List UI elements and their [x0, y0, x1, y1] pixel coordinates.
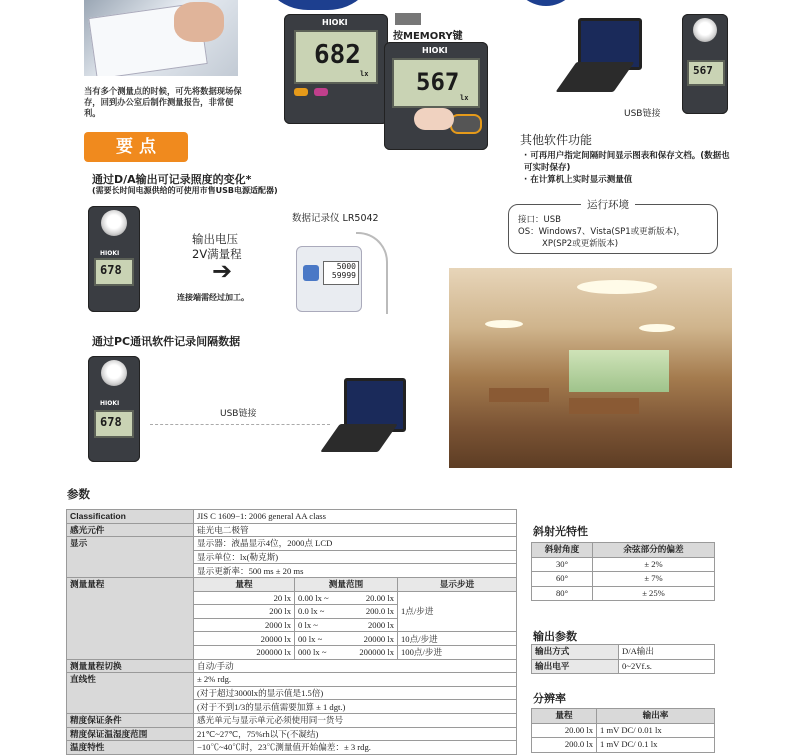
other-software-item: · 可再用户指定间隔时间显示图表和保存文档。(数据也可实时保存)	[524, 151, 730, 173]
usb-line	[150, 424, 330, 425]
pc-title: 通过PC通讯软件记录间隔数据	[92, 335, 241, 348]
oblique-title: 斜射光特性	[533, 525, 588, 538]
lux-meter-da: HIOKI 678	[88, 206, 140, 312]
environment-box: 运行环境 接口：USB OS：Windows7、Vista(SP1或更新版本)， XP(SP2或更新版本)	[508, 204, 718, 254]
lux-meter-right: 567	[682, 14, 728, 114]
decor-arc-left	[258, 0, 378, 10]
lux-meter-display-a: HIOKI 682 lx	[284, 14, 388, 124]
memory-up-triangle	[395, 13, 421, 25]
lux-meter-display-b: HIOKI 567 lx	[384, 42, 488, 150]
arrow-icon: ➔	[212, 257, 233, 285]
spec-label: Classification	[67, 510, 194, 524]
other-software-item: · 在计算机上实时显示测量值	[524, 175, 633, 185]
data-logger: 5000 59999	[296, 246, 362, 312]
da-note: (需要长时间电源供给的可使用市售USB电源适配器)	[92, 186, 278, 195]
params-title: 参数	[67, 487, 90, 501]
memory-button[interactable]	[450, 114, 482, 134]
key-points-label: 要 点	[84, 132, 188, 162]
logger-cable	[356, 232, 388, 314]
connector-note: 连接端需经过加工。	[177, 293, 249, 302]
output-params-table: 输出方式 D/A输出 输出电平 0~2Vf.s.	[531, 644, 715, 674]
resolution-table: 量程 输出率 20.00 lx 1 mV DC/ 0.01 lx 200.0 lx 1 mV DC/ 0.1 lx	[531, 708, 715, 753]
room-photo	[449, 268, 732, 468]
oblique-table: 斜射角度 余弦部分的偏差 30° ± 2% 60° ± 7% 80° ± 25%	[531, 542, 715, 601]
spec-table: Classification JIS C 1609−1: 2006 general AA class 感光元件 硅光电二极管 显示 显示器：液晶显示4位，2000点 LCD 显示单位：lx(勒克斯) 显示更新率：500 ms ± 20 ms 测量量程 量程 测量范围 显示步进 20 lx 0.00 lx ~ 20.00 lx 1点/步进 200 lx 0.0 lx ~ 200.0 lx 2000 lx 0 lx ~ 2000 lx 20000 lx 00 lx ~ 20000 lx 10点/步进 200000 lx 000 lx ~ 200000 lx 100点/步进 测量量程切换 自动/手动 直线性 ± 2% rdg. (对于超过3000lx的显示值是1.5倍) (对于不到1/3的显示值需要加算 ± 1 dgt.) 精度保证条件 感光单元与显示单元必须使用同一货号 精度保证温湿度范围 21℃~27℃，75%rh以下(不凝结) 温度特性 −10℃~40℃时，23℃测量值开始偏差：± 3 rdg.	[66, 509, 517, 755]
full-scale: 2V满量程	[192, 247, 242, 261]
other-software-title: 其他软件功能	[520, 133, 593, 147]
usb-link-mid: USB链接	[220, 409, 257, 419]
finger-image	[414, 108, 454, 130]
lcd-reading: 567	[416, 68, 460, 96]
decor-arc-right	[512, 0, 580, 6]
environment-title: 运行环境	[581, 197, 635, 212]
top-left-caption: 当有多个测量点的时候，可先将数据现场保存，回到办公室后制作测量报告，非常便利。	[84, 86, 242, 118]
laptop-top-base	[555, 62, 634, 92]
memory-caption: 按MEMORY键	[393, 31, 463, 42]
resolution-title: 分辨率	[533, 692, 566, 705]
logger-label: 数据记录仪 LR5042	[292, 213, 379, 224]
da-title: 通过D/A输出可记录照度的变化*	[92, 173, 252, 186]
laptop-mid-base	[320, 424, 398, 452]
lcd-reading: 682	[314, 40, 361, 70]
writing-photo	[84, 0, 238, 76]
lux-meter-pc: HIOKI 678	[88, 356, 140, 462]
output-params-title: 输出参数	[533, 630, 577, 643]
usb-link-top: USB链接	[624, 109, 661, 119]
output-voltage: 输出电压	[192, 232, 238, 246]
